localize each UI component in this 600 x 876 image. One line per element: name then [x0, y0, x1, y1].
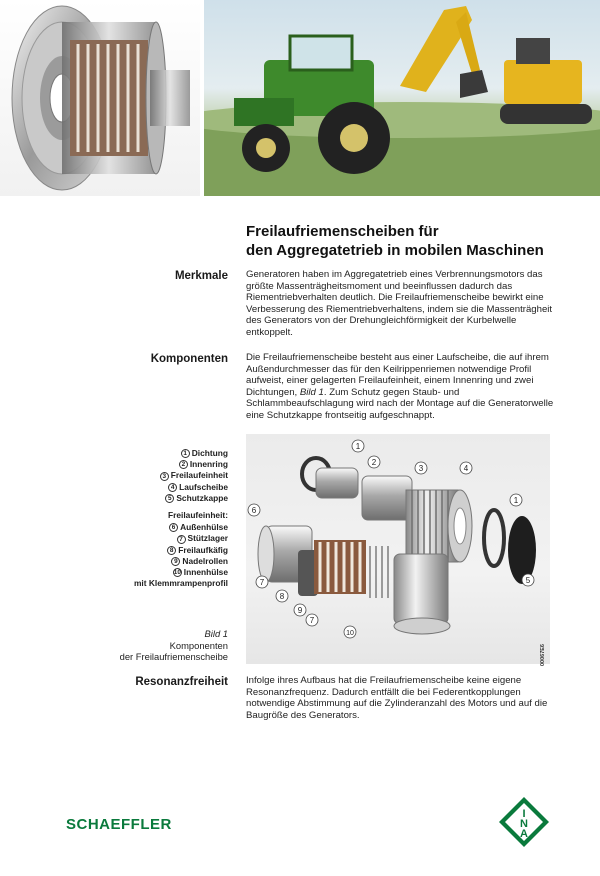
section-label-komponenten: Komponenten	[150, 353, 228, 365]
legend-number: 5	[165, 494, 174, 503]
callout-marker	[306, 614, 318, 626]
legend-number: 1	[181, 449, 190, 458]
callout-marker	[510, 494, 522, 506]
freewheel-unit-part	[362, 476, 412, 520]
legend-item	[68, 545, 228, 556]
pulley-photo	[0, 0, 200, 196]
legend-label: Innenhülse	[183, 567, 228, 578]
legend-item	[68, 470, 228, 481]
machines-photo	[204, 0, 600, 196]
callout-number: 6	[251, 506, 257, 515]
callout-marker	[276, 590, 288, 602]
legend-item	[68, 567, 228, 578]
needle-rollers-part	[370, 546, 388, 598]
section-text-merkmale: Generatoren haben im Aggregatetrieb eines Verbrennungsmotors das größte Massenträgheitsmoment und beeinflussen dadurch das Riementriebverhalten deutlich. Die Freilaufriemenscheibe bewirkt eine Verbesserung des Riementriebverhaltens, indem sie die Massenträgheit des Generators von der Drehungleichförmigkeit der Kurbelwelle entkoppelt.	[246, 269, 553, 338]
caption-line-1: Komponenten	[169, 639, 228, 651]
section-text-komponenten	[246, 352, 558, 422]
title-line-1: Freilaufriemenscheiben für	[246, 223, 439, 240]
legend-label: Stützlager	[187, 533, 228, 544]
pulley-illustration	[0, 0, 200, 196]
callout-marker	[368, 456, 380, 468]
legend-number: 7	[177, 535, 186, 544]
callout-number: 2	[371, 458, 377, 467]
callout-number: 7	[309, 616, 315, 625]
legend-label: Nadelrollen	[182, 555, 228, 566]
legend-label: Freilaufkäfig	[178, 544, 228, 555]
legend-number: 2	[179, 460, 188, 469]
caption-line-2: der Freilaufriemenscheibe	[119, 651, 228, 663]
callout-number: 4	[463, 464, 469, 473]
callout-number: 10	[346, 630, 354, 637]
page-title	[246, 222, 576, 260]
figure-reference: Bild 1	[299, 386, 324, 398]
callout-number: 8	[279, 592, 285, 601]
legend-label-extra: mit Klemmrampenprofil	[133, 578, 228, 589]
legend-label: Schutzkappe	[176, 492, 228, 503]
legend-label: Innenring	[189, 459, 228, 470]
figure-caption	[80, 628, 228, 663]
inner-sleeve-part	[394, 554, 450, 634]
callout-marker	[248, 504, 260, 516]
legend-item	[68, 556, 228, 567]
callout-number: 5	[525, 576, 531, 585]
callout-number: 1	[513, 496, 519, 505]
legend-number: 8	[167, 546, 176, 555]
exploded-view-drawing	[246, 434, 550, 667]
seal-part	[484, 510, 504, 566]
legend-item	[68, 522, 228, 533]
callout-number: 9	[297, 606, 303, 615]
legend-item	[68, 448, 228, 459]
komponenten-text-a: Die Freilaufriemenscheibe besteht aus einer Laufscheibe, die auf ihrem Außendurchmesser das für den Keilrippenriemen notwendige Profil aufweist, einer gelagerten Freilaufeinheit, einem Innenring und zwei Dichtungen,	[246, 352, 549, 398]
logo-letter: N	[520, 818, 528, 830]
legend-item	[68, 493, 228, 504]
callout-number: 3	[418, 464, 424, 473]
komponenten-text-b: . Zum Schutz gegen Staub- und Schlammbeaufschlagung wird nach der Montage auf die Generatorwelle eine Schutzkappe frontseitig aufgeschnappt.	[246, 386, 554, 421]
figure-code: 00067E6	[540, 644, 546, 667]
logo-letter: A	[520, 828, 528, 840]
legend-label: Dichtung	[191, 448, 228, 458]
freewheel-cage-part	[314, 540, 366, 594]
section-label-merkmale: Merkmale	[174, 270, 228, 282]
callout-marker	[460, 462, 472, 474]
callout-marker	[344, 626, 356, 638]
cap-part	[508, 516, 536, 584]
legend-label: Außenhülse	[180, 522, 228, 533]
schaeffler-logo: SCHAEFFLER	[66, 816, 172, 833]
section-text-resonanz: Infolge ihres Aufbaus hat die Freilaufriemenscheibe keine eigene Resonanzfrequenz. Dadurch entfällt die bei Federentkopplungen notwendige Abstimmung auf die Zylinderanzahl des Motors und auf die Baugröße des Generators.	[246, 675, 548, 721]
legend-item	[68, 533, 228, 544]
section-label-resonanz: Resonanzfreiheit	[135, 676, 228, 688]
legend-number: 4	[168, 483, 177, 492]
title-line-2: den Aggregatetrieb in mobilen Maschinen	[246, 242, 544, 259]
callout-marker	[256, 576, 268, 588]
legend-number: 6	[169, 523, 178, 532]
callout-marker	[522, 574, 534, 586]
callout-number: 1	[355, 442, 361, 451]
legend-number: 9	[171, 557, 180, 566]
ina-logo	[498, 796, 550, 848]
callout-number: 7	[259, 578, 265, 587]
legend-label: Freilaufeinheit	[170, 470, 228, 481]
callout-marker	[415, 462, 427, 474]
figure-legend	[68, 448, 228, 589]
pulley-part	[406, 490, 472, 562]
exploded-view-figure	[246, 434, 550, 667]
inner-ring-part	[316, 468, 358, 498]
legend-sub-heading: Freilaufeinheit:	[167, 510, 228, 521]
legend-label: Laufscheibe	[179, 481, 228, 492]
callout-marker	[352, 440, 364, 452]
legend-item	[68, 459, 228, 470]
legend-item	[68, 482, 228, 493]
caption-figure-number: Bild 1	[204, 628, 228, 639]
logo-letter: I	[522, 808, 526, 820]
tractor-excavator-illustration	[204, 0, 600, 196]
legend-number: 3	[160, 472, 169, 481]
callout-marker	[294, 604, 306, 616]
legend-number: 10	[173, 569, 181, 577]
